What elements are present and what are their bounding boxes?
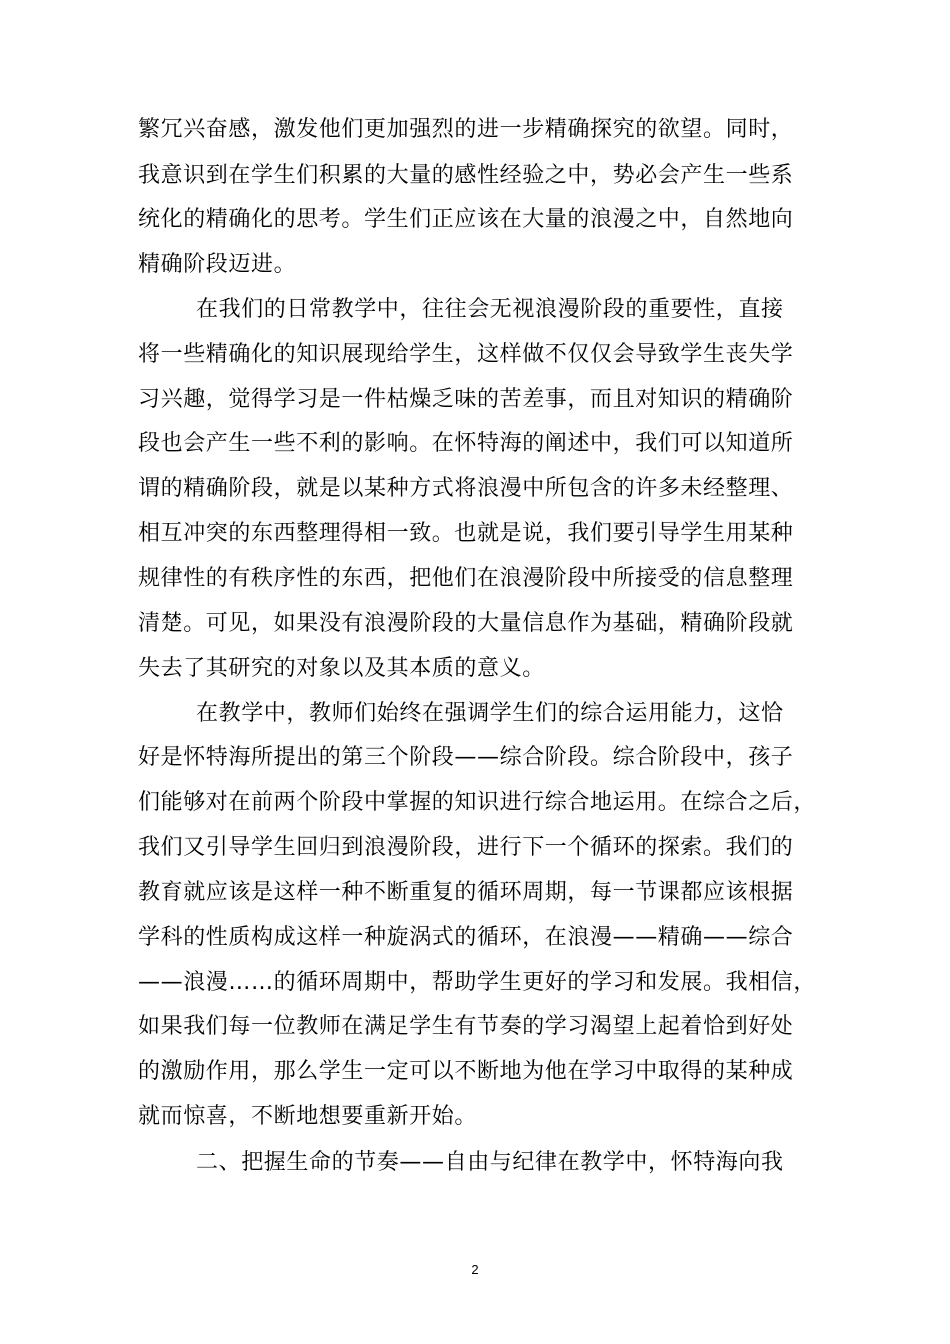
paragraph-line: 繁冗兴奋感，激发他们更加强烈的进一步精确探究的欲望。同时， — [138, 117, 794, 142]
paragraph-line: 相互冲突的东西整理得相一致。也就是说，我们要引导学生用某种 — [138, 521, 794, 546]
paragraph-line: 段也会产生一些不利的影响。在怀特海的阐述中，我们可以知道所 — [138, 431, 794, 456]
paragraph-line: 将一些精确化的知识展现给学生，这样做不仅仅会导致学生丧失学 — [138, 342, 794, 367]
paragraph-line: 我们又引导学生回归到浪漫阶段，进行下一个循环的探索。我们的 — [138, 835, 794, 860]
paragraph-line: 失去了其研究的对象以及其本质的意义。 — [138, 656, 545, 681]
section-heading-line: 二、把握生命的节奏——自由与纪律在教学中，怀特海向我 — [196, 1150, 784, 1175]
paragraph-line: 就而惊喜，不断地想要重新开始。 — [138, 1104, 478, 1129]
paragraph-line: 们能够对在前两个阶段中掌握的知识进行综合地运用。在综合之后， — [138, 790, 817, 815]
paragraph-line: 教育就应该是这样一种不断重复的循环周期，每一节课都应该根据 — [138, 880, 794, 905]
paragraph-line: 统化的精确化的思考。学生们正应该在大量的浪漫之中，自然地向 — [138, 207, 794, 232]
paragraph-line: 我意识到在学生们积累的大量的感性经验之中，势必会产生一些系 — [138, 163, 794, 188]
paragraph-line: 谓的精确阶段，就是以某种方式将浪漫中所包含的许多未经整理、 — [138, 476, 794, 501]
paragraph-line: 习兴趣，觉得学习是一件枯燥乏味的苦差事，而且对知识的精确阶 — [138, 387, 794, 412]
paragraph-line: 如果我们每一位教师在满足学生有节奏的学习渴望上起着恰到好处 — [138, 1014, 794, 1039]
paragraph-line: 精确阶段迈进。 — [138, 252, 297, 277]
paragraph-line: 规律性的有秩序性的东西，把他们在浪漫阶段中所接受的信息整理 — [138, 566, 794, 591]
paragraph-line: 好是怀特海所提出的第三个阶段——综合阶段。综合阶段中，孩子 — [138, 745, 794, 770]
paragraph-line: 学科的性质构成这样一种旋涡式的循环，在浪漫——精确——综合 — [138, 925, 794, 950]
page-number: 2 — [471, 1262, 479, 1277]
paragraph-line: 的激励作用，那么学生一定可以不断地为他在学习中取得的某种成 — [138, 1059, 794, 1084]
paragraph-line: ——浪漫……的循环周期中，帮助学生更好的学习和发展。我相信， — [138, 970, 817, 995]
paragraph-line: 清楚。可见，如果没有浪漫阶段的大量信息作为基础，精确阶段就 — [138, 611, 794, 636]
paragraph-line: 在我们的日常教学中，往往会无视浪漫阶段的重要性，直接 — [196, 297, 784, 322]
paragraph-line: 在教学中，教师们始终在强调学生们的综合运用能力，这恰 — [196, 701, 784, 726]
